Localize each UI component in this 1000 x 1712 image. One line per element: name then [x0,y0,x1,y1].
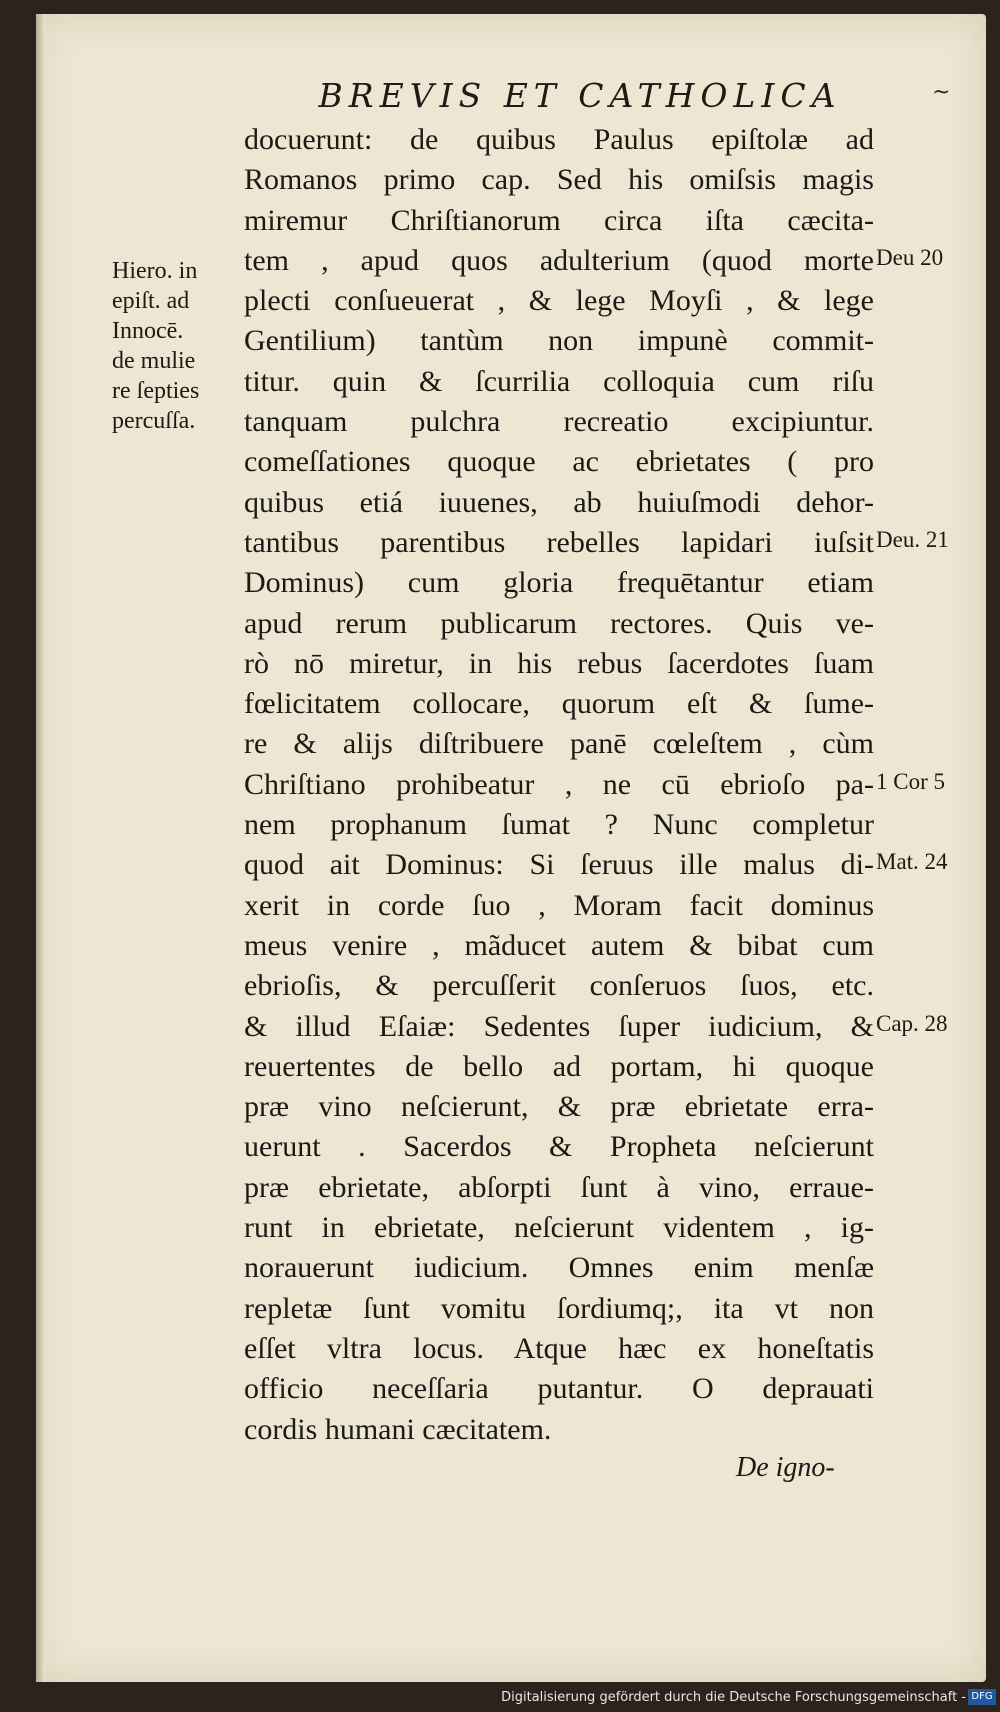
text-line: quibus etiá iuuenes, ab huiuſmodi dehor- [244,485,874,519]
left-note-line: Hiero. in [112,258,198,284]
text-line: tanquam pulchra recreatio excipiuntur. [244,405,874,439]
body-text [244,120,874,1450]
text-line: eſſet vltra locus. Atque hæc ex honeſtatis [244,1331,874,1365]
running-header: BREVIS ET CATHOLICA [318,76,842,115]
text-line: repletæ ſunt vomitu ſordiumq;, ita vt non [244,1291,874,1325]
text-line: Romanos primo cap. Sed his omiſsis magis [244,163,874,197]
right-note: Mat. 24 [876,849,948,875]
text-line: uerunt . Sacerdos & Propheta neſcierunt [244,1130,874,1164]
text-line: comeſſationes quoque ac ebrietates ( pro [244,445,874,479]
text-line: titur. quin & ſcurrilia colloquia cum riſu [244,364,874,398]
text-line: apud rerum publicarum rectores. Quis ve- [244,606,874,640]
text-line: præ ebrietate, abſorpti ſunt à vino, erraue- [244,1170,874,1204]
text-line: re & alijs diſtribuere panē cœleſtem , cùm [244,727,874,761]
text-line: Chriſtiano prohibeatur , ne cū ebrioſo pa- [244,767,874,801]
text-line: tantibus parentibus rebelles lapidari iuſsit [244,525,874,559]
text-line: cordis humani cæcitatem. [244,1412,552,1446]
text-line: miremur Chriſtianorum circa iſta cæcita- [244,203,874,237]
catchword: De igno- [736,1452,835,1483]
left-marginal-note [112,256,242,436]
text-line: nem prophanum ſumat ? Nunc completur [244,808,874,842]
text-line: rò nō miretur, in his rebus ſacerdotes ſuam [244,646,874,680]
header-mark: ~ [932,80,951,105]
text-line: reuertentes de bello ad portam, hi quoque [244,1049,874,1083]
text-line: norauerunt iudicium. Omnes enim menſæ [244,1251,874,1285]
text-line: docuerunt: de quibus Paulus epiſtolæ ad [244,123,874,156]
text-line: quod ait Dominus: Si ſeruus ille malus di- [244,848,874,882]
left-note-line: epiſt. ad [112,288,190,314]
text-line: & illud Eſaiæ: Sedentes ſuper iudicium, & [244,1009,874,1043]
text-line: ebrioſis, & percuſſerit conſeruos ſuos, etc. [244,969,874,1003]
right-note: Deu. 21 [876,527,949,552]
text-line: Dominus) cum gloria frequētantur etiam [244,566,874,600]
text-line: meus venire , mãducet autem & bibat cum [244,928,874,962]
text-line: xerit in corde ſuo , Moram facit dominus [244,888,874,922]
text-line: fœlicitatem collocare, quorum eſt & ſume- [244,687,874,721]
text-line: Gentilium) tantùm non impunè commit- [244,324,874,358]
right-note: Deu 20 [876,244,944,270]
left-note-line: percuſſa. [112,408,196,434]
text-line: officio neceſſaria putantur. O deprauati [244,1372,874,1406]
text-line: plecti conſueuerat , & lege Moyſi , & lege [244,284,874,318]
right-note: 1 Cor 5 [876,768,945,794]
digitization-credit: Digitalisierung gefördert durch die Deutsche Forschungsgemeinschaft - [501,1690,966,1705]
left-note-line: Innocē. [112,318,184,344]
left-note-line: de mulie [112,348,196,374]
text-line: præ vino neſcierunt, & præ ebrietate erra- [244,1090,874,1124]
dfg-logo-icon: DFG [968,1689,996,1705]
right-note: Cap. 28 [876,1010,948,1036]
left-note-line: re ſepties [112,378,200,404]
text-line: runt in ebrietate, neſcierunt videntem , ig- [244,1211,874,1245]
page-gutter-shadow [36,14,46,1682]
text-line: tem , apud quos adulterium (quod morte [244,243,874,277]
